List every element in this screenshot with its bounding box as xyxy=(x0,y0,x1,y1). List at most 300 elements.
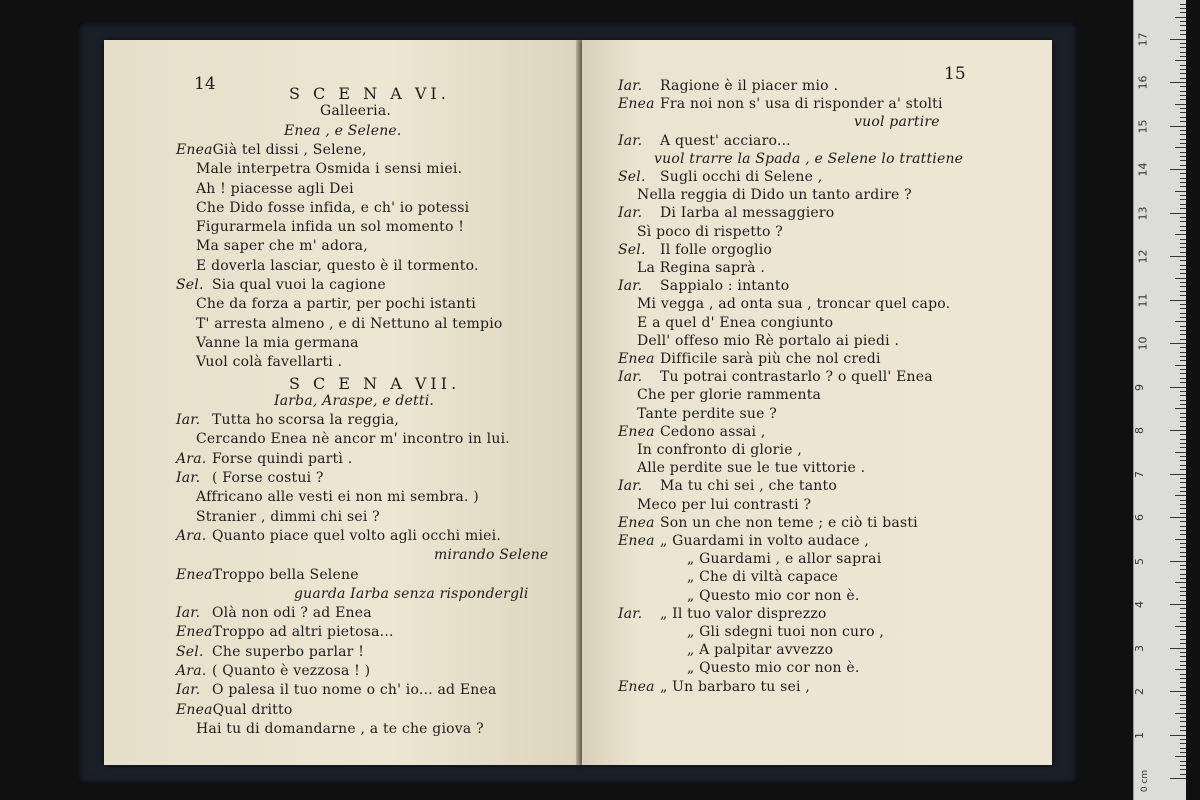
line-text: Tutta ho scorsa la reggia, xyxy=(212,412,400,429)
ruler-tick xyxy=(1180,282,1186,283)
speaker-label: Ara. xyxy=(176,527,207,544)
ruler-tick xyxy=(1180,369,1186,370)
line-text: Sugli occhi di Selene , xyxy=(660,169,823,185)
speaker-label: Iar. xyxy=(618,132,643,149)
text-line xyxy=(176,567,359,583)
ruler-tick xyxy=(1180,617,1186,618)
ruler-tick xyxy=(1175,582,1186,583)
line-text: Il folle orgoglio xyxy=(660,241,773,258)
text-line xyxy=(618,96,943,112)
ruler-tick xyxy=(1180,687,1186,688)
ruler-tick xyxy=(1180,178,1186,179)
line-text: Cercando Enea nè ancor m' incontro in lui. xyxy=(196,431,510,448)
speaker-label: Iar. xyxy=(176,682,201,699)
line-text: „ Un barbaro tu sei , xyxy=(660,678,810,695)
line-text: Vanne la mia germana xyxy=(196,334,359,351)
ruler-number: 7 xyxy=(1133,470,1146,478)
left-page xyxy=(104,40,580,765)
ruler-tick xyxy=(1180,761,1186,762)
ruler-tick xyxy=(1180,334,1186,335)
ruler-tick xyxy=(1170,474,1186,475)
ruler-tick xyxy=(1180,295,1186,296)
ruler-tick xyxy=(1180,395,1186,396)
text-line xyxy=(196,181,354,197)
ruler-tick xyxy=(1180,78,1186,79)
line-text: Che per glorie rammenta xyxy=(637,387,822,404)
text-line xyxy=(176,624,394,640)
ruler-tick xyxy=(1175,365,1186,366)
text-line xyxy=(618,78,838,94)
line-text: Tante perdite sue ? xyxy=(637,405,777,422)
text-line xyxy=(687,660,859,676)
text-line xyxy=(618,679,810,695)
ruler-tick xyxy=(1175,669,1186,670)
speaker-label: Enea xyxy=(618,423,655,440)
ruler-tick xyxy=(1175,452,1186,453)
text-line xyxy=(618,242,772,258)
ruler-tick xyxy=(1180,482,1186,483)
measurement-ruler xyxy=(1133,0,1186,800)
text-line xyxy=(618,169,822,185)
ruler-number: 12 xyxy=(1136,249,1150,264)
ruler-tick xyxy=(1180,547,1186,548)
speaker-label: Iar. xyxy=(618,205,643,222)
ruler-tick xyxy=(1170,387,1186,388)
ruler-tick xyxy=(1180,243,1186,244)
ruler-tick xyxy=(1180,265,1186,266)
line-text: Già tel dissi , Selene, xyxy=(212,141,367,158)
right-page xyxy=(582,40,1052,765)
speaker-label: Enea xyxy=(618,351,655,367)
ruler-tick xyxy=(1180,269,1186,270)
ruler-tick xyxy=(1180,4,1186,5)
text-line xyxy=(637,406,777,422)
ruler-tick xyxy=(1180,12,1186,13)
ruler-tick xyxy=(1180,552,1186,553)
ruler-tick xyxy=(1180,139,1186,140)
ruler-tick xyxy=(1180,417,1186,418)
line-text: Hai tu di domandarne , a te che giova ? xyxy=(196,720,484,737)
ruler-number: 5 xyxy=(1133,557,1146,565)
line-text: Ah ! piacesse agli Dei xyxy=(196,180,354,197)
speaker-label: Iar. xyxy=(176,412,201,429)
ruler-tick xyxy=(1180,182,1186,183)
ruler-tick xyxy=(1180,260,1186,261)
ruler-number: 15 xyxy=(1136,119,1150,133)
line-text: Sì poco di rispetto ? xyxy=(637,223,783,240)
speaker-label: Enea xyxy=(618,514,655,531)
ruler-tick xyxy=(1180,556,1186,557)
ruler-tick xyxy=(1180,356,1186,357)
ruler-tick xyxy=(1180,304,1186,305)
ruler-tick xyxy=(1180,117,1186,118)
ruler-tick xyxy=(1170,648,1186,649)
text-line xyxy=(274,393,434,409)
line-text: „ Guardami , e allor saprai xyxy=(687,551,882,568)
ruler-unit-label: 0 cm xyxy=(1140,769,1151,793)
line-text: Troppo ad altri pietosa... xyxy=(212,624,394,641)
ruler-tick xyxy=(1180,639,1186,640)
speaker-label: Enea xyxy=(176,566,213,583)
speaker-label: Enea xyxy=(618,96,655,113)
speaker-label: Enea xyxy=(176,141,213,158)
text-line xyxy=(196,721,484,737)
speaker-label: Ara. xyxy=(176,450,207,467)
ruler-tick xyxy=(1180,400,1186,401)
ruler-tick xyxy=(1180,708,1186,709)
ruler-tick xyxy=(1180,665,1186,666)
ruler-tick xyxy=(1170,300,1186,301)
ruler-tick xyxy=(1180,143,1186,144)
line-text: Figurarmela infida un sol momento ! xyxy=(196,219,465,236)
ruler-tick xyxy=(1170,561,1186,562)
text-line xyxy=(687,624,884,640)
ruler-tick xyxy=(1170,39,1186,40)
ruler-tick xyxy=(1180,286,1186,287)
ruler-tick xyxy=(1180,591,1186,592)
line-text: Mi vegga , ad onta sua , troncar quel capo. xyxy=(637,296,951,313)
ruler-tick xyxy=(1180,674,1186,675)
text-line xyxy=(196,316,503,332)
ruler-tick xyxy=(1180,765,1186,766)
line-text: E a quel d' Enea congiunto xyxy=(637,314,834,331)
ruler-tick xyxy=(1180,643,1186,644)
text-line xyxy=(196,200,469,216)
ruler-tick xyxy=(1180,8,1186,9)
text-line xyxy=(687,642,833,658)
line-text: Ma saper che m' adora, xyxy=(196,238,368,255)
ruler-tick xyxy=(1175,17,1186,18)
line-text: Di Iarba al messaggiero xyxy=(660,205,835,222)
text-line xyxy=(618,278,789,294)
ruler-tick xyxy=(1180,447,1186,448)
ruler-tick xyxy=(1170,126,1186,127)
line-text: Ma tu chi sei , che tanto xyxy=(660,478,837,495)
ruler-tick xyxy=(1175,539,1186,540)
ruler-tick xyxy=(1180,726,1186,727)
ruler-tick xyxy=(1175,626,1186,627)
line-text: Sappialo : intanto xyxy=(660,278,790,295)
ruler-tick xyxy=(1180,487,1186,488)
text-line xyxy=(289,84,450,103)
ruler-tick xyxy=(1180,378,1186,379)
ruler-tick xyxy=(1180,30,1186,31)
ruler-number: 17 xyxy=(1136,32,1150,46)
ruler-tick xyxy=(1180,456,1186,457)
ruler-tick xyxy=(1180,460,1186,461)
page-number-left: 14 xyxy=(194,74,216,94)
line-text: A quest' acciaro... xyxy=(660,132,791,149)
ruler-tick xyxy=(1180,52,1186,53)
ruler-number: 1 xyxy=(1133,731,1146,739)
line-text: Qual dritto xyxy=(212,701,293,718)
speaker-label: Iar. xyxy=(618,278,643,295)
ruler-tick xyxy=(1180,443,1186,444)
speaker-label: Iar. xyxy=(176,605,201,622)
line-text: E doverla lasciar, questo è il tormento. xyxy=(196,257,479,274)
ruler-tick xyxy=(1175,408,1186,409)
text-line xyxy=(618,515,918,531)
ruler-tick xyxy=(1180,513,1186,514)
line-text: Che superbo parlar ! xyxy=(212,643,365,660)
ruler-tick xyxy=(1180,752,1186,753)
ruler-number: 3 xyxy=(1133,644,1146,652)
text-line xyxy=(637,260,765,276)
ruler-tick xyxy=(1180,34,1186,35)
ruler-tick xyxy=(1180,530,1186,531)
ruler-tick xyxy=(1175,234,1186,235)
line-text: Quanto piace quel volto agli occhi miei. xyxy=(212,527,501,544)
ruler-tick xyxy=(1180,108,1186,109)
speaker-label: Iar. xyxy=(618,605,643,622)
ruler-tick xyxy=(1180,534,1186,535)
text-line xyxy=(196,219,464,235)
ruler-tick xyxy=(1180,173,1186,174)
ruler-tick xyxy=(1180,43,1186,44)
line-text: Dell' offeso mio Rè portalo ai piedi . xyxy=(637,332,900,349)
line-text: S C E N A VII. xyxy=(289,373,461,393)
ruler-tick xyxy=(1180,595,1186,596)
ruler-tick xyxy=(1180,95,1186,96)
text-line xyxy=(637,296,950,312)
text-line xyxy=(637,460,865,476)
text-line xyxy=(176,663,370,679)
text-line xyxy=(284,123,402,139)
ruler-tick xyxy=(1180,308,1186,309)
ruler-tick xyxy=(1180,152,1186,153)
text-line xyxy=(618,424,766,440)
line-text: La Regina saprà . xyxy=(637,260,766,276)
ruler-tick xyxy=(1180,121,1186,122)
ruler-tick xyxy=(1170,778,1186,779)
ruler-tick xyxy=(1180,21,1186,22)
ruler-tick xyxy=(1180,160,1186,161)
ruler-tick xyxy=(1180,339,1186,340)
ruler-tick xyxy=(1180,621,1186,622)
text-line xyxy=(637,333,899,349)
ruler-number: 14 xyxy=(1136,162,1150,177)
ruler-tick xyxy=(1175,756,1186,757)
text-line xyxy=(176,277,386,293)
line-text: Fra noi non s' usa di risponder a' stolti xyxy=(660,96,943,113)
line-text: „ Gli sdegni tuoi non curo , xyxy=(687,624,885,640)
ruler-number: 13 xyxy=(1136,206,1150,220)
ruler-tick xyxy=(1180,656,1186,657)
ruler-tick xyxy=(1180,634,1186,635)
ruler-tick xyxy=(1175,321,1186,322)
ruler-tick xyxy=(1170,430,1186,431)
ruler-tick xyxy=(1175,104,1186,105)
text-line xyxy=(176,451,352,467)
ruler-tick xyxy=(1180,239,1186,240)
ruler-tick xyxy=(1180,587,1186,588)
ruler-tick xyxy=(1170,517,1186,518)
line-text: Alle perdite sue le tue vittorie . xyxy=(637,460,866,477)
line-text: „ Questo mio cor non è. xyxy=(687,587,860,604)
line-text: Troppo bella Selene xyxy=(212,566,359,583)
text-line xyxy=(196,431,510,447)
text-line xyxy=(637,497,811,513)
ruler-tick xyxy=(1180,717,1186,718)
line-text: „ Che di viltà capace xyxy=(687,569,839,586)
line-text: S C E N A VI. xyxy=(289,84,450,103)
line-text: „ Il tuo valor disprezzo xyxy=(660,605,827,622)
ruler-tick xyxy=(1180,465,1186,466)
line-text: Nella reggia di Dido un tanto ardire ? xyxy=(637,187,912,204)
ruler-tick xyxy=(1180,478,1186,479)
ruler-tick xyxy=(1180,252,1186,253)
ruler-tick xyxy=(1180,739,1186,740)
speaker-label: Sel. xyxy=(176,643,204,660)
ruler-tick xyxy=(1180,313,1186,314)
ruler-tick xyxy=(1170,169,1186,170)
line-text: Cedono assai , xyxy=(660,423,766,440)
ruler-tick xyxy=(1180,373,1186,374)
line-text: Vuol colà favellarti . xyxy=(196,354,343,371)
ruler-tick xyxy=(1180,25,1186,26)
ruler-number: 6 xyxy=(1133,514,1146,521)
line-text: „ A palpitar avvezzo xyxy=(687,642,834,659)
line-text: Ragione è il piacer mio . xyxy=(660,78,839,94)
line-text: ( Quanto è vezzosa ! ) xyxy=(212,663,371,679)
ruler-tick xyxy=(1180,156,1186,157)
text-line xyxy=(637,224,783,240)
text-line xyxy=(294,586,529,602)
line-text: „ Questo mio cor non è. xyxy=(687,660,860,677)
text-line xyxy=(176,644,364,660)
ruler-tick xyxy=(1180,721,1186,722)
text-line xyxy=(618,606,827,622)
text-line xyxy=(618,369,933,385)
speaker-label: Enea xyxy=(176,624,213,641)
line-text: Son un che non teme ; e ciò ti basti xyxy=(660,514,918,531)
ruler-tick xyxy=(1180,91,1186,92)
ruler-tick xyxy=(1180,230,1186,231)
ruler-tick xyxy=(1180,700,1186,701)
text-line xyxy=(176,470,324,486)
ruler-tick xyxy=(1180,661,1186,662)
text-line xyxy=(618,133,791,149)
ruler-tick xyxy=(1180,186,1186,187)
ruler-tick xyxy=(1180,330,1186,331)
ruler-tick xyxy=(1180,352,1186,353)
ruler-tick xyxy=(1180,608,1186,609)
speaker-label: Sel. xyxy=(176,277,204,293)
line-text: Sia qual vuoi la cagione xyxy=(212,277,386,293)
line-text: T' arresta almeno , e di Nettuno al tempio xyxy=(196,315,503,332)
ruler-tick xyxy=(1170,82,1186,83)
ruler-tick xyxy=(1180,578,1186,579)
ruler-tick xyxy=(1180,326,1186,327)
line-text: ( Forse costui ? xyxy=(212,470,324,486)
ruler-tick xyxy=(1180,208,1186,209)
ruler-tick xyxy=(1180,565,1186,566)
ruler-tick xyxy=(1180,695,1186,696)
ruler-tick xyxy=(1180,769,1186,770)
speaker-label: Ara. xyxy=(176,663,207,679)
text-line xyxy=(854,114,940,130)
text-line xyxy=(196,354,342,370)
text-line xyxy=(687,569,838,585)
speaker-label: Enea xyxy=(176,701,213,718)
ruler-tick xyxy=(1180,543,1186,544)
ruler-tick xyxy=(1175,495,1186,496)
ruler-tick xyxy=(1180,226,1186,227)
line-text: Che da forza a partir, per pochi istanti xyxy=(196,296,476,313)
ruler-tick xyxy=(1180,317,1186,318)
text-line xyxy=(637,315,833,331)
text-line xyxy=(289,374,460,393)
ruler-tick xyxy=(1180,491,1186,492)
ruler-tick xyxy=(1180,569,1186,570)
line-text: O palesa il tuo nome o ch' io... ad Enea xyxy=(212,682,497,699)
text-line xyxy=(176,682,497,698)
text-line xyxy=(637,187,912,203)
ruler-tick xyxy=(1180,630,1186,631)
ruler-number: 8 xyxy=(1133,427,1146,434)
ruler-tick xyxy=(1180,508,1186,509)
ruler-tick xyxy=(1180,56,1186,57)
ruler-tick xyxy=(1180,382,1186,383)
ruler-tick xyxy=(1180,273,1186,274)
speaker-label: Sel. xyxy=(618,169,646,185)
ruler-tick xyxy=(1175,191,1186,192)
text-line xyxy=(654,151,963,167)
ruler-tick xyxy=(1180,613,1186,614)
ruler-tick xyxy=(1180,521,1186,522)
ruler-tick xyxy=(1180,199,1186,200)
ruler-tick xyxy=(1170,256,1186,257)
ruler-tick xyxy=(1180,743,1186,744)
text-line xyxy=(687,588,859,604)
line-text: vuol trarre la Spada , e Selene lo trattiene xyxy=(654,150,964,167)
ruler-tick xyxy=(1180,678,1186,679)
ruler-tick xyxy=(1180,112,1186,113)
line-text: mirando Selene xyxy=(434,547,549,564)
line-text: guarda Iarba senza rispondergli xyxy=(294,585,529,602)
ruler-tick xyxy=(1180,195,1186,196)
ruler-tick xyxy=(1170,213,1186,214)
text-line xyxy=(196,238,368,254)
ruler-tick xyxy=(1180,421,1186,422)
line-text: Stranier , dimmi chi sei ? xyxy=(196,508,380,525)
ruler-tick xyxy=(1180,217,1186,218)
speaker-label: Enea xyxy=(618,533,655,549)
ruler-tick xyxy=(1180,439,1186,440)
line-text: Forse quindi partì . xyxy=(212,450,353,467)
text-line xyxy=(434,547,548,563)
text-line xyxy=(618,533,869,549)
speaker-label: Iar. xyxy=(176,470,201,486)
line-text: Meco per lui contrasti ? xyxy=(637,496,812,513)
speaker-label: Iar. xyxy=(618,478,643,495)
ruler-tick xyxy=(1175,713,1186,714)
line-text: Che Dido fosse infida, e ch' io potessi xyxy=(196,199,470,216)
ruler-tick xyxy=(1180,391,1186,392)
ruler-number: 16 xyxy=(1136,75,1150,90)
text-line xyxy=(320,103,391,119)
ruler-number: 4 xyxy=(1133,601,1146,608)
line-text: Affricano alle vesti ei non mi sembra. ) xyxy=(196,489,479,506)
ruler-tick xyxy=(1180,774,1186,775)
ruler-tick xyxy=(1180,86,1186,87)
ruler-tick xyxy=(1180,99,1186,100)
text-line xyxy=(176,412,399,428)
ruler-tick xyxy=(1180,748,1186,749)
text-line xyxy=(637,387,821,403)
ruler-tick xyxy=(1180,426,1186,427)
ruler-tick xyxy=(1180,360,1186,361)
